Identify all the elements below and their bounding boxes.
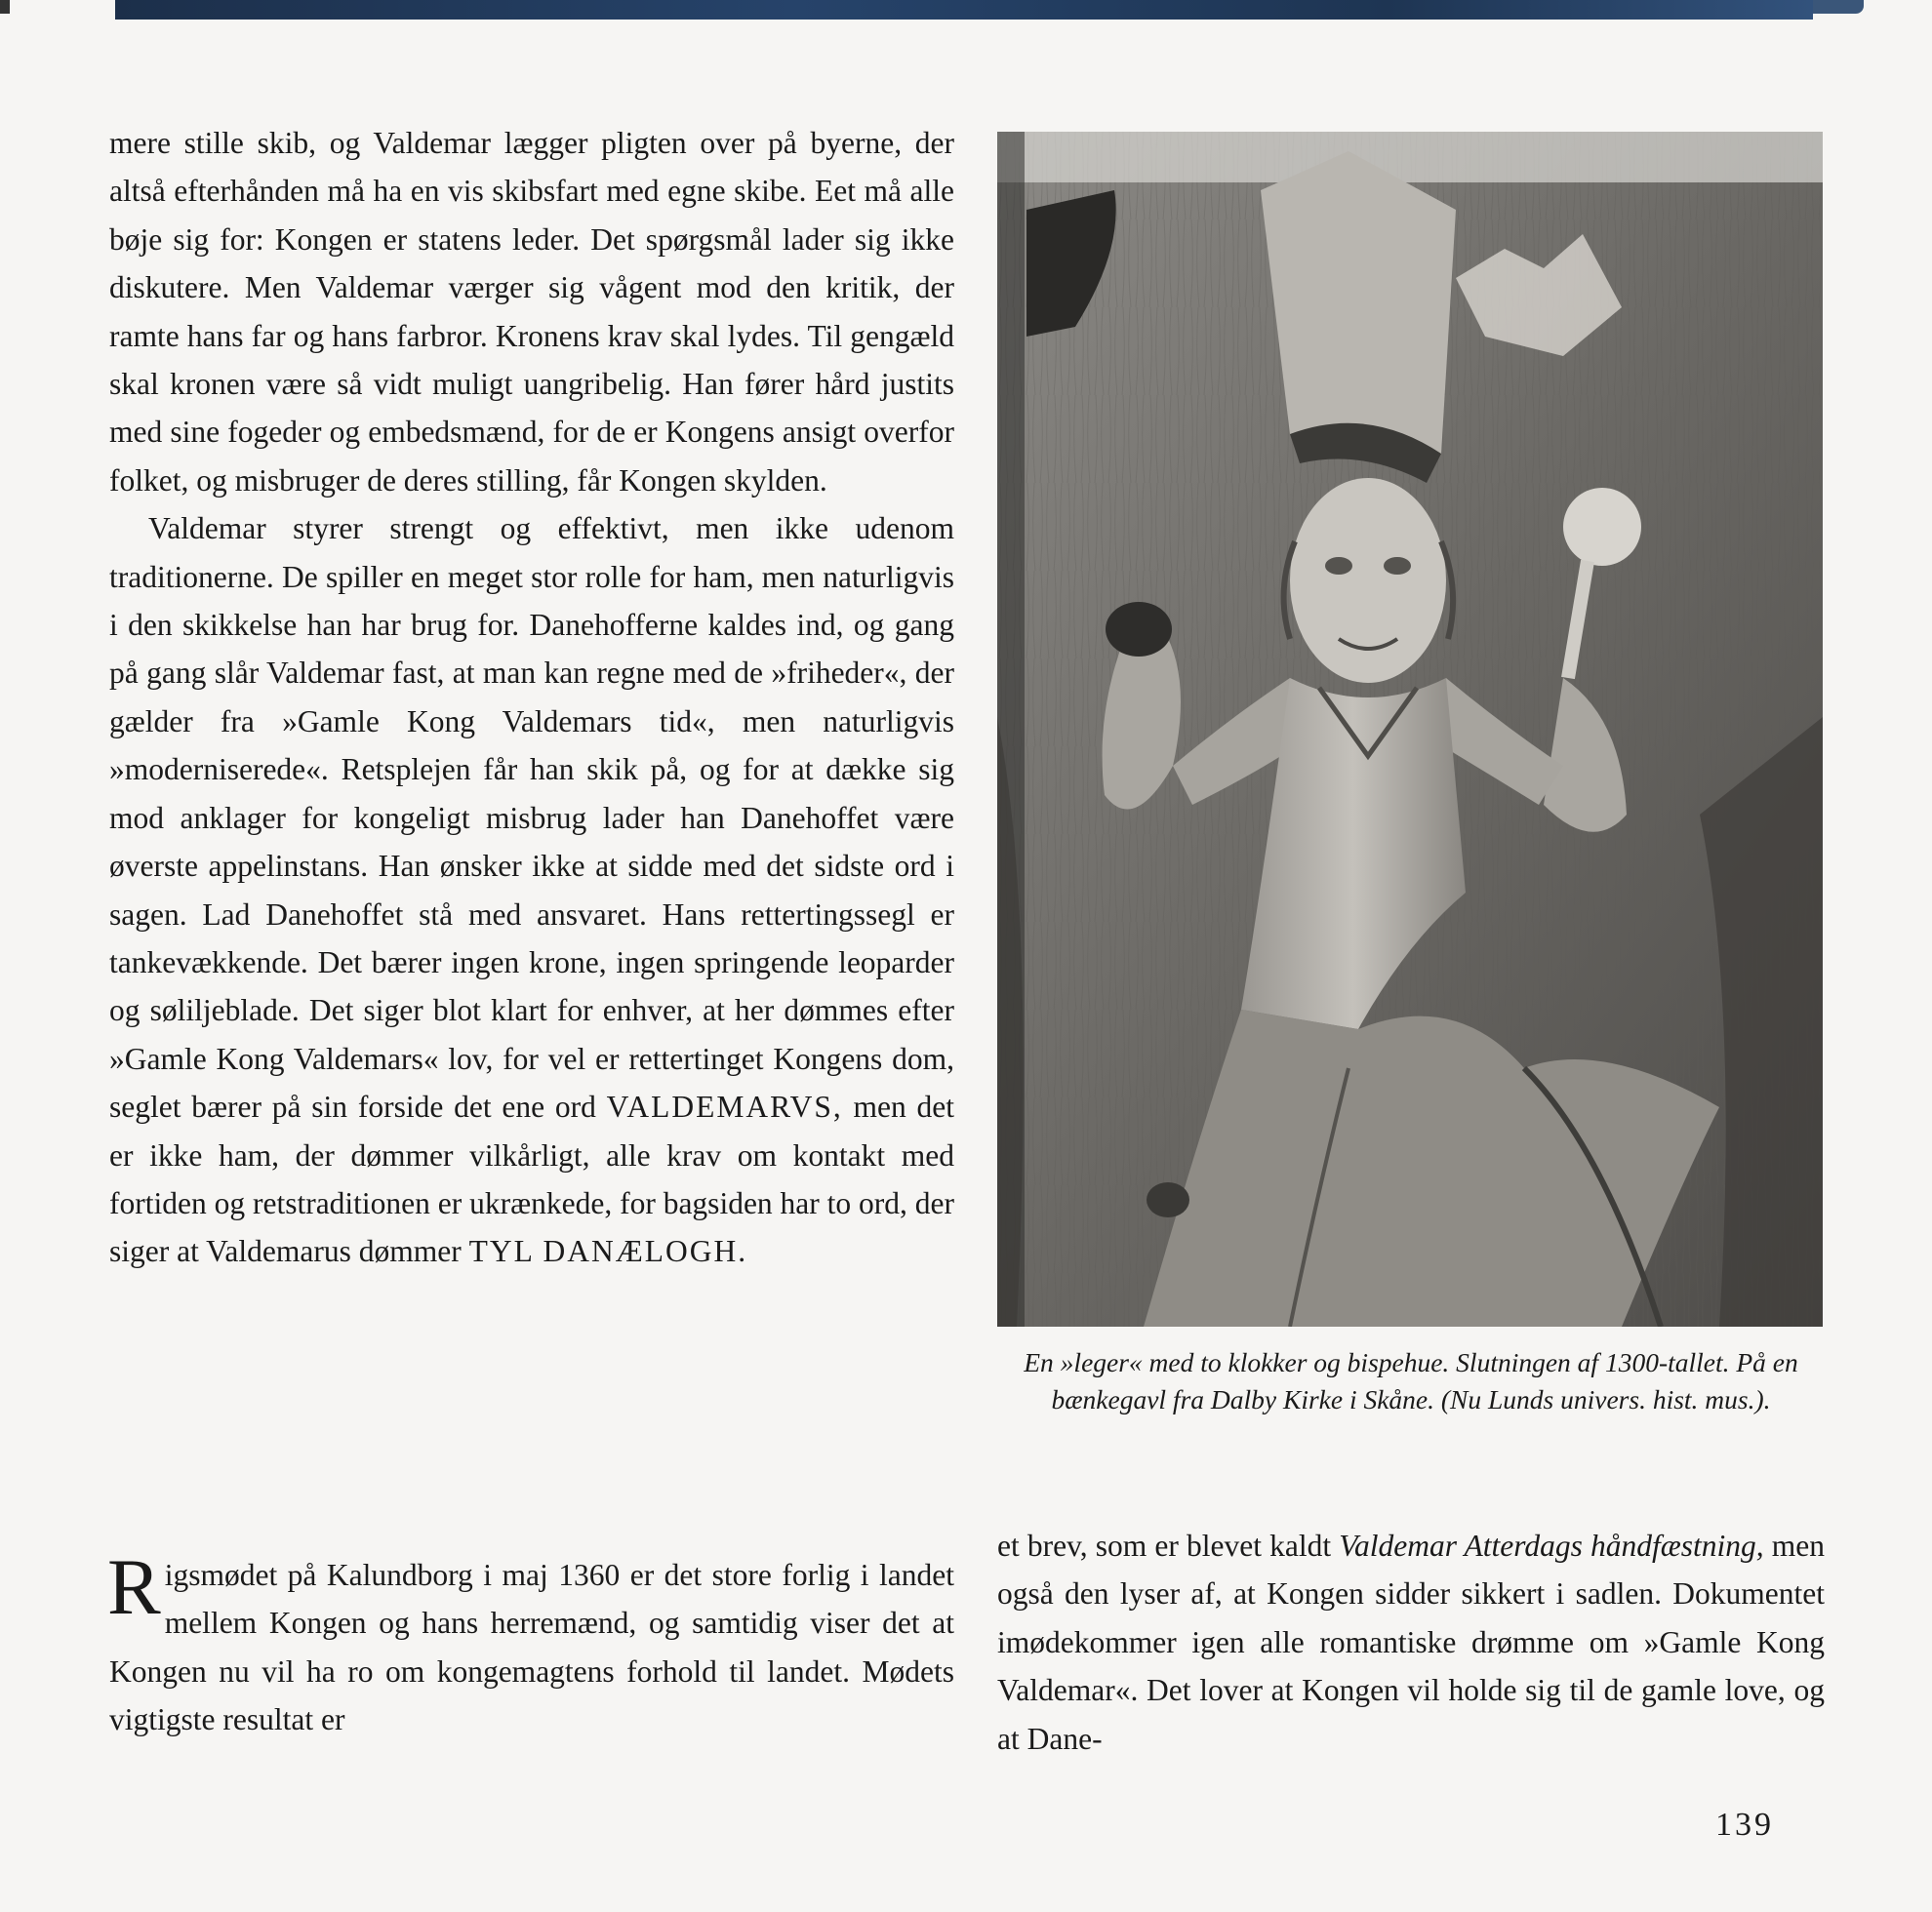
previous-image-edge-tip xyxy=(1813,0,1864,14)
seal-inscription-back: TYL DANÆLOGH. xyxy=(468,1234,748,1269)
document-title-italic: Valdemar Atterdags håndfæstning, xyxy=(1339,1529,1764,1563)
right-column-lower xyxy=(997,1522,1825,1763)
page-number: 139 xyxy=(1715,1807,1774,1843)
wood-carving-figure xyxy=(997,132,1823,1327)
paragraph-3-text: igsmødet på Kalundborg i maj 1360 er det store forlig i landet mellem Kongen og hans herremænd, og samtidig viser det at Kongen nu vil ha ro om kongemagtens forhold til landet. Mødets vigtigste resultat er xyxy=(109,1558,954,1737)
body-paragraph-3 xyxy=(107,1542,954,1744)
left-column-upper xyxy=(109,119,954,1276)
body-paragraph-1: mere stille skib, og Valdemar lægger pligten over på byerne, der altså efterhånden må ha en vis skibsfart med egne skibe. Eet må alle bøje sig for: Kongen er statens leder. Det spørgsmål lader sig ikke diskutere. Men Valdemar værger sig vågent mod den kritik, der ramte hans far og hans farbror. Kronens krav skal lydes. Til gengæld skal kronen være så vidt muligt uangribelig. Han fører hård justits med sine fogeder og embedsmænd, for de er Kongens ansigt overfor folket, og misbruger de deres stilling, får Kongen skylden. xyxy=(109,126,954,498)
paragraph-4-text-b: men også den lyser af, at Kongen sidder sikkert i sadlen. Dokumentet imødekommer igen alle romantiske drømme om »Gamle Kong Valdemar«. Det lover at Kongen vil holde sig til de gamle love, og at Dane- xyxy=(997,1529,1826,1756)
left-column-lower xyxy=(107,1542,954,1744)
previous-image-edge xyxy=(115,0,1813,20)
wood-carving-photo xyxy=(997,132,1823,1327)
paragraph-4-text-a: et brev, som er blevet kaldt xyxy=(997,1529,1332,1563)
paragraph-2-text-a: Valdemar styrer strengt og effektivt, men ikke udenom traditionerne. De spiller en meget stor rolle for ham, men naturligvis i den skikkelse han har brug for. Danehofferne kaldes ind, og gang på gang slår Valdemar fast, at man kan regne med de »friheder«, der gælder fra »Gamle Kong Valdemars tid«, men naturligvis »moderniserede«. Retsplejen får han skik på, og for at dække sig mod anklager for kongeligt misbrug lader han Danehoffet være øverste appelinstans. Han ønsker ikke at sidde med det sidste ord i sagen. Lad Danehoffet stå med ansvaret. Hans rettertingssegl er tankevækkende. Det bærer ingen krone, ingen springende leoparder og søliljeblade. Det siger blot klart for enhver, at her dømmes efter »Gamle Kong Valdemars« lov, for vel er rettertinget Kongens dom, seglet bærer på sin forside det ene ord xyxy=(109,511,954,1125)
corner-mark xyxy=(0,0,10,14)
body-paragraph-2 xyxy=(109,504,954,1276)
photo-caption: En »leger« med to klokker og bispehue. Slutningen af 1300-tallet. På en bænkegavl fra Dalby Kirke i Skåne. (Nu Lunds univers. hist. mus.). xyxy=(1024,1347,1798,1414)
seal-inscription-front: VALDEMARVS, xyxy=(606,1090,843,1125)
body-paragraph-4 xyxy=(997,1522,1825,1763)
drop-cap: R xyxy=(107,1542,161,1631)
paragraph-2-text-b: men det er ikke ham, der dømmer vilkårligt, alle krav om kontakt med fortiden og retstraditionen er ukrænkede, for bagsiden har to ord, der siger at Valdemarus dømmer xyxy=(109,1090,955,1269)
